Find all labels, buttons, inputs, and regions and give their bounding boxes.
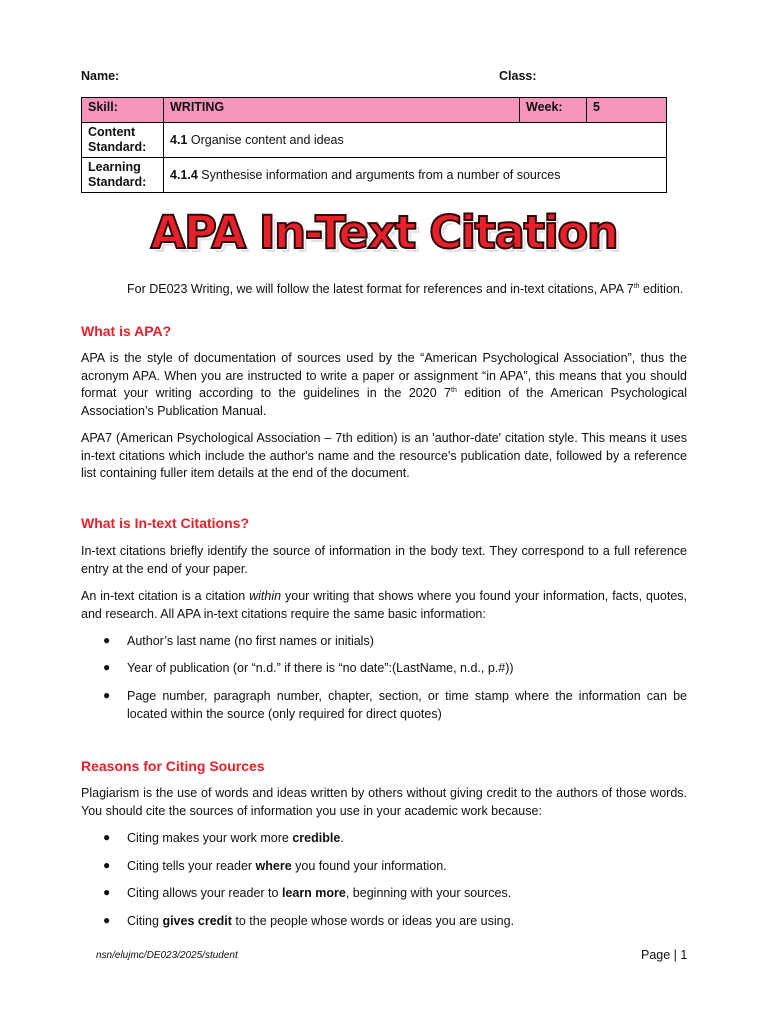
heading-what-is-apa: What is APA? xyxy=(81,323,172,339)
info-table xyxy=(81,97,667,193)
list-item-text: to the people whose words or ideas you are using. xyxy=(231,914,515,928)
list-item-text: you found your information. xyxy=(291,859,447,873)
list-item: Page number, paragraph number, chapter, section, or time stamp where the information can be located within the source (only required for direct quotes) xyxy=(127,689,687,721)
list-item: Author’s last name (no first names or initials) xyxy=(127,634,374,648)
reasons-paragraph: Plagiarism is the use of words and ideas written by others without giving credit to the authors of those words. You should cite the sources of information you use in your academic work because: xyxy=(81,786,687,818)
list-item-text: Citing makes your work more xyxy=(127,831,293,845)
bullet-icon: ● xyxy=(103,633,111,647)
learning-standard-text: Synthesise information and arguments from a number of sources xyxy=(201,167,561,182)
list-item xyxy=(127,830,687,848)
intro-paragraph xyxy=(81,281,687,299)
bullet-icon: ● xyxy=(103,858,111,872)
apa-p1-text-end: edition of the American Psychological Association’s Publication Manual. xyxy=(81,386,687,418)
heading-reasons: Reasons for Citing Sources xyxy=(81,758,265,774)
name-label: Name: xyxy=(81,69,120,83)
footer-document-code: nsn/elujmc/DE023/2025/student xyxy=(96,950,238,961)
list-item: Year of publication (or “n.d.” if there is “no date”:(LastName, n.d., p.#)) xyxy=(127,661,514,675)
list-item xyxy=(127,858,687,876)
content-standard-label: Content Standard: xyxy=(82,123,164,158)
list-item-text: Citing allows your reader to xyxy=(127,886,282,900)
learning-standard-value xyxy=(164,158,667,193)
skill-value: WRITING xyxy=(164,98,520,123)
intro-text-end: edition. xyxy=(639,282,684,296)
bullet-icon: ● xyxy=(103,688,111,702)
page-number: Page | 1 xyxy=(641,948,688,962)
list-item xyxy=(127,913,687,931)
list-item xyxy=(127,885,687,903)
week-value: 5 xyxy=(587,98,667,123)
apa-paragraph-2: APA7 (American Psychological Association – 7th edition) is an 'author-date' citation style. This means it uses in-text citations which include the author's name and the resource's publication date, followed by a reference list containing fuller item details at the end of the document. xyxy=(81,431,687,481)
list-item-text: Citing xyxy=(127,914,163,928)
heading-in-text-citations: What is In-text Citations? xyxy=(81,515,249,531)
content-standard-text: Organise content and ideas xyxy=(190,132,344,147)
class-label: Class: xyxy=(499,69,537,83)
list-item-bold: gives credit xyxy=(162,914,232,928)
list-item-text: , beginning with your sources. xyxy=(345,886,512,900)
intro-sup: th xyxy=(633,282,640,290)
in-text-p2-italic: within xyxy=(249,589,282,603)
in-text-p2-text-end: your writing that shows where you found your information, facts, quotes, and research. All APA in-text citations require the same basic information: xyxy=(81,589,688,621)
skill-label: Skill: xyxy=(82,98,164,123)
title-banner: APA In-Text Citation xyxy=(150,206,618,259)
in-text-p2-text: An in-text citation is a citation xyxy=(81,589,250,603)
bullet-icon: ● xyxy=(103,913,111,927)
apa-paragraph-1 xyxy=(81,350,687,420)
in-text-paragraph-1: In-text citations briefly identify the source of information in the body text. They correspond to a full reference entry at the end of your paper. xyxy=(81,544,687,576)
bullet-icon: ● xyxy=(103,660,111,674)
list-item-text: Citing tells your reader xyxy=(127,859,256,873)
content-standard-code: 4.1 xyxy=(170,132,188,147)
list-item-bold: learn more xyxy=(281,886,346,900)
list-item-bold: where xyxy=(255,859,292,873)
content-standard-value xyxy=(164,123,667,158)
intro-text: For DE023 Writing, we will follow the latest format for references and in-text citations, APA 7 xyxy=(127,282,634,296)
learning-standard-label: Learning Standard: xyxy=(82,158,164,193)
bullet-icon: ● xyxy=(103,885,111,899)
list-item-bold: credible xyxy=(292,831,341,845)
learning-standard-code: 4.1.4 xyxy=(170,167,198,182)
bullet-icon: ● xyxy=(103,830,111,844)
list-item-text: . xyxy=(340,831,344,845)
in-text-paragraph-2 xyxy=(81,588,687,623)
apa-p1-sup: th xyxy=(451,387,457,395)
apa-p1-text: APA is the style of documentation of sources used by the “American Psychological Association”, thus the acronym APA. When you are instructed to write a paper or assignment “in APA”, this means that you should format your writing according to the guidelines in the 2020 7 xyxy=(81,351,687,401)
week-label: Week: xyxy=(520,98,587,123)
